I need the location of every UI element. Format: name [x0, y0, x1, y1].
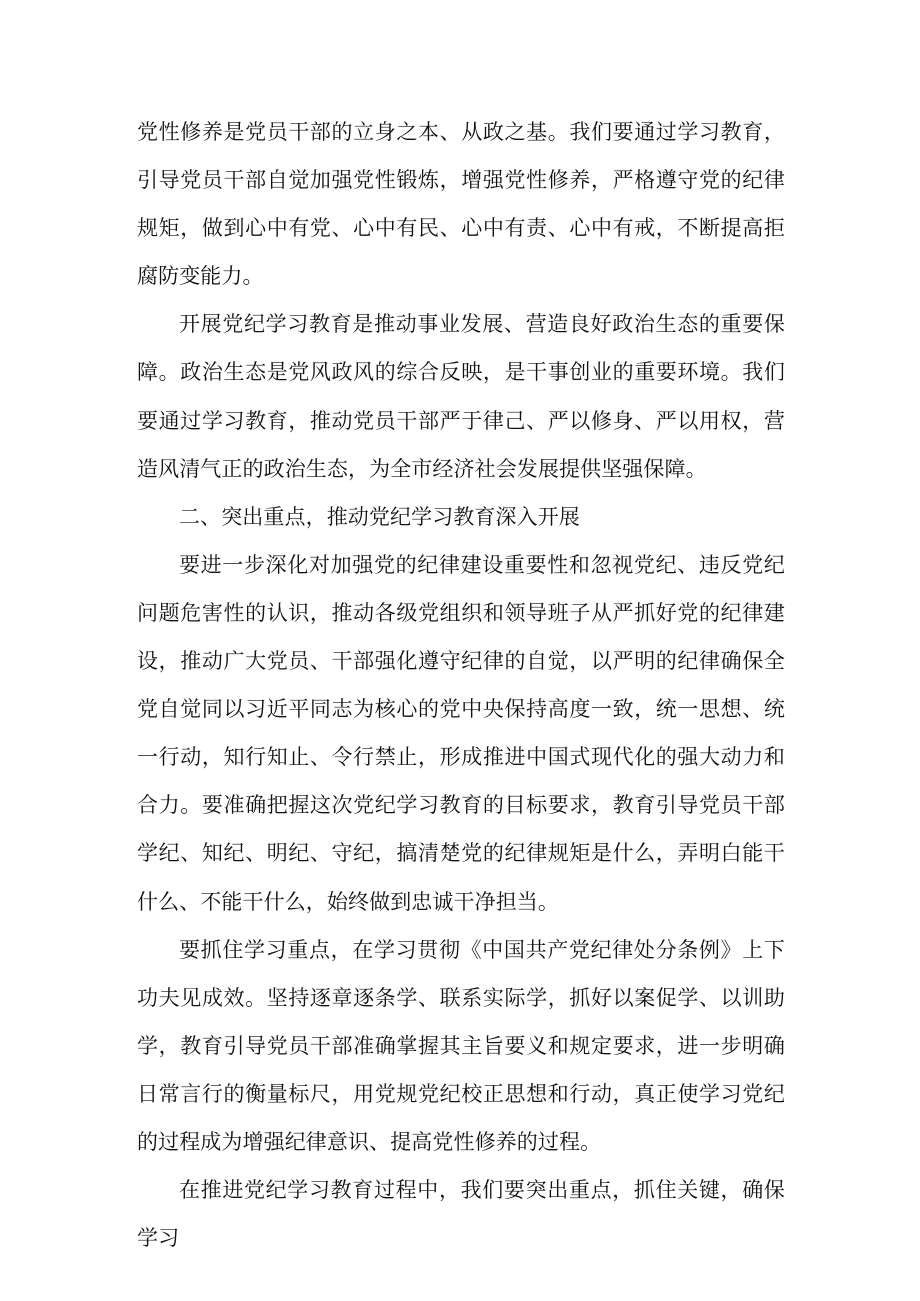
section-heading: 二、突出重点，推动党纪学习教育深入开展 [179, 504, 580, 529]
paragraph-4: 要抓住学习重点，在学习贯彻《中国共产党纪律处分条例》上下功夫见成效。坚持逐章逐条学、联系实际学，抓好以案促学、以训助学，教育引导党员干部准确掌握其主旨要义和规定要求，进一步明确日常言行的衡量标尺，用党规党纪校正思想和行动，真正使学习党纪的过程成为增强纪律意识、提高党性修养的过程。 [137, 937, 785, 1154]
paragraph-1: 党性修养是党员干部的立身之本、从政之基。我们要通过学习教育，引导党员干部自觉加强党性锻炼，增强党性修养，严格遵守党的纪律规矩，做到心中有党、心中有民、心中有责、心中有戒，不断提高拒腐防变能力。 [137, 120, 785, 289]
paragraph-3: 要进一步深化对加强党的纪律建设重要性和忽视党纪、违反党纪问题危害性的认识，推动各级党组织和领导班子从严抓好党的纪律建设，推动广大党员、干部强化遵守纪律的自觉，以严明的纪律确保全党自觉同以习近平同志为核心的党中央保持高度一致，统一思想、统一行动，知行知止、令行禁止，形成推进中国式现代化的强大动力和合力。要准确把握这次党纪学习教育的目标要求，教育引导党员干部学纪、知纪、明纪、守纪，搞清楚党的纪律规矩是什么，弄明白能干什么、不能干什么，始终做到忠诚干净担当。 [137, 552, 785, 914]
paragraph-2: 开展党纪学习教育是推动事业发展、营造良好政治生态的重要保障。政治生态是党风政风的综合反映，是干事创业的重要环境。我们要通过学习教育，推动党员干部严于律己、严以修身、严以用权，营造风清气正的政治生态，为全市经济社会发展提供坚强保障。 [137, 312, 785, 481]
document-body [137, 108, 785, 1262]
paragraph-5: 在推进党纪学习教育过程中，我们要突出重点，抓住关键，确保学习 [137, 1178, 785, 1251]
